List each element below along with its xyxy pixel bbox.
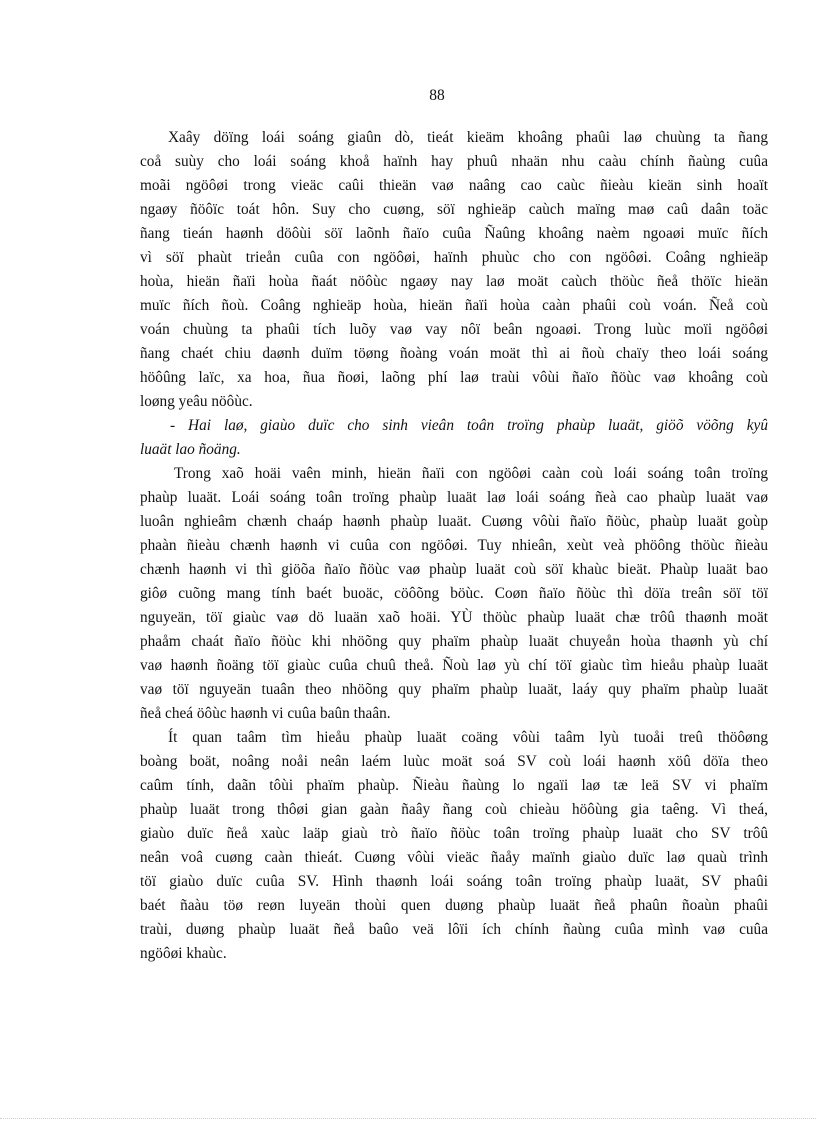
text-line: ngaøy ñöôïc toát hôn. Suy cho cuøng, söï nghieäp caùch maïng maø caû daân toäc bbox=[140, 201, 768, 218]
text-line: loøng yeâu nöôùc. bbox=[140, 393, 253, 410]
text-line: traùi, duøng phaùp luaät ñeå baûo veä lôïi ích chính ñaùng cuûa mình vaø cuûa bbox=[140, 921, 768, 938]
text-line: luoân nghieâm chænh chaáp haønh phaùp luaät. Cuøng vôùi ñaïo ñöùc, phaùp luaät goùp bbox=[140, 513, 768, 530]
text-line: luaät lao ñoäng. bbox=[140, 441, 241, 458]
text-line: baét ñaàu töø reøn luyeän thoùi quen duøng phaùp luaät ñeå phaûn ñoaùn phaûi bbox=[140, 897, 768, 914]
text-line: moãi ngöôøi trong vieäc caûi thieän vaø naâng cao caùc ñieàu kieän sinh hoaït bbox=[140, 177, 768, 194]
text-line: vaø töï nguyeän tuaân theo nhöõng quy phaïm phaùp luaät, laáy quy phaïm phaùp luaät bbox=[140, 681, 768, 698]
text-line: coå suùy cho loái soáng khoå haïnh hay phuû nhaän nhu caàu chính ñaùng cuûa bbox=[140, 153, 768, 170]
text-line: phaàn ñieàu chænh haønh vi cuûa con ngöôøi. Tuy nhieân, xeùt veà phöông thöùc ñieàu bbox=[140, 537, 768, 554]
body-text bbox=[140, 126, 768, 966]
text-line: phaùp luaät trong thôøi gian gaàn ñaây ñang coù chieàu höôùng gia taêng. Vì theá, bbox=[140, 801, 768, 818]
text-line: voán chuùng ta phaûi tích luõy vaø vay nôï beân ngoaøi. Trong luùc moïi ngöôøi bbox=[140, 321, 768, 338]
text-line: höôûng laïc, xa hoa, ñua ñoøi, laõng phí laø traùi vôùi ñaïo ñöùc vaø khoâng coù bbox=[140, 369, 768, 386]
text-line: boàng boät, noâng noåi neân laém luùc moät soá SV coù loái haønh xöû döïa theo bbox=[140, 753, 768, 770]
text-line: ñeå cheá öôùc haønh vi cuûa baûn thaân. bbox=[140, 705, 391, 722]
text-line: hoùa, hieän ñaïi hoùa ñaát nöôùc ngaøy nay laø moät caùch thöùc ñeå thöïc hieän bbox=[140, 273, 768, 290]
text-line: chænh haønh vi thì giöõa ñaïo ñöùc vaø phaùp luaät coù söï khaùc bieät. Phaùp luaät bao bbox=[140, 561, 768, 578]
text-line: phaåm chaát ñaïo ñöùc khi nhöõng quy phaïm phaùp luaät chuyeån hoùa thaønh yù chí bbox=[140, 633, 768, 650]
text-line: caûm tính, daãn tôùi phaïm phaùp. Ñieàu ñaùng lo ngaïi laø tæ leä SV vi phaïm bbox=[140, 777, 768, 794]
text-line: - Hai laø, giaùo duïc cho sinh vieân toân troïng phaùp luaät, giöõ vöõng kyû bbox=[170, 417, 768, 434]
text-line: Xaây döïng loái soáng giaûn dò, tieát kieäm khoâng phaûi laø chuùng ta ñang bbox=[168, 129, 768, 146]
text-line: muïc ñích ñoù. Coâng nghieäp hoùa, hieän ñaïi hoùa caàn phaûi coù voán. Ñeå coù bbox=[140, 297, 768, 314]
text-line: vì söï phaùt trieån cuûa con ngöôøi, haïnh phuùc cho con ngöôøi. Coâng nghieäp bbox=[140, 249, 768, 266]
page-number: 88 bbox=[429, 87, 445, 104]
text-line: vaø haønh ñoäng töï giaùc cuûa chuû theå. Ñoù laø yù chí töï giaùc tìm hieåu phaùp luaät bbox=[140, 657, 768, 674]
text-line: giôø cuõng mang tính baét buoäc, cöôõng böùc. Coøn ñaïo ñöùc thì döïa treân söï töï bbox=[140, 585, 768, 602]
text-line: töï giaùo duïc cuûa SV. Hình thaønh loái soáng toân troïng phaùp luaät, SV phaûi bbox=[140, 873, 768, 890]
text-line: Trong xaõ hoäi vaên minh, hieän ñaïi con ngöôøi caàn coù loái soáng toân troïng bbox=[174, 465, 768, 482]
text-line: Ít quan taâm tìm hieåu phaùp luaät coäng vôùi taâm lyù tuoåi treû thöôøng bbox=[168, 729, 768, 746]
text-line: phaùp luaät. Loái soáng toân troïng phaùp luaät laø loái soáng ñeà cao phaùp luaät vaø bbox=[140, 489, 768, 506]
text-line: nguyeän, töï giaùc vaø dö luaän xaõ hoäi. YÙ thöùc phaùp luaät chæ trôû thaønh moät bbox=[140, 609, 768, 626]
text-line: giaùo duïc ñeå xaùc laäp giaù trò ñaïo ñöùc toân troïng phaùp luaät cho SV trôû bbox=[140, 825, 768, 842]
text-line: ngöôøi khaùc. bbox=[140, 945, 227, 962]
bottom-dotted-rule bbox=[0, 1118, 816, 1119]
text-line: ñang chaét chiu daønh duïm töøng ñoàng voán moät thì ai ñoù chaïy theo loái soáng bbox=[140, 345, 768, 362]
text-line: neân voâ cuøng caàn thieát. Cuøng vôùi vieäc ñaåy maïnh giaùo duïc laø quaù trình bbox=[140, 849, 768, 866]
text-line: ñang tieán haønh döôùi söï laõnh ñaïo cuûa Ñaûng khoâng naèm ngoaøi muïc ñích bbox=[140, 225, 768, 242]
